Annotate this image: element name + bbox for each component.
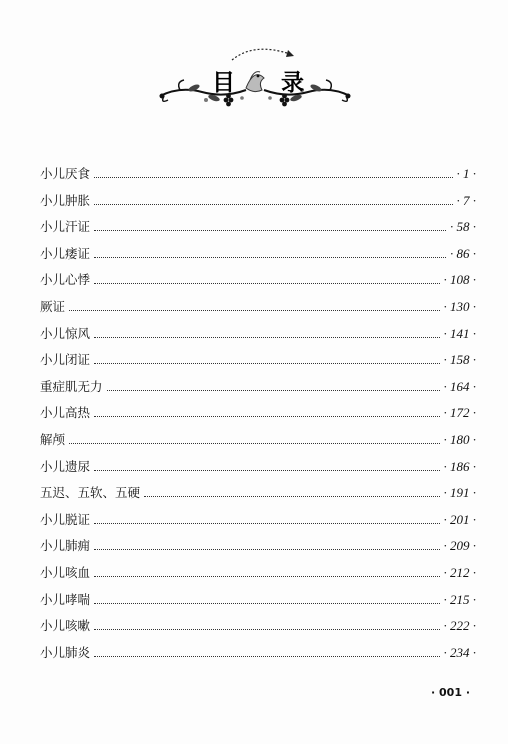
toc-entry-title: 小儿哮喘 [40,591,91,607]
toc-entry[interactable] [40,270,476,297]
toc-entry[interactable] [40,191,476,218]
leader-dots [94,523,439,524]
toc-entry[interactable] [40,217,476,244]
leader-dots [94,416,439,417]
leader-dots [94,656,439,657]
toc-entry-page: · 234 · [443,644,476,660]
toc-entry-title: 小儿咳血 [40,564,91,580]
toc-header [150,40,360,120]
leader-dots [94,337,439,338]
toc-entry-title: 小儿惊风 [40,325,91,341]
toc-entry[interactable] [40,536,476,563]
toc-entry-title: 小儿脱证 [40,511,91,527]
toc-entry-page: · 141 · [443,325,476,341]
toc-entry[interactable] [40,590,476,617]
toc-entry[interactable] [40,403,476,430]
toc-entry[interactable] [40,324,476,351]
toc-entry-title: 小儿高热 [40,405,91,421]
leader-dots [69,310,439,311]
toc-entry-title: 解颅 [40,431,66,447]
toc-entry[interactable] [40,510,476,537]
toc-entry-title: 小儿肺痈 [40,538,91,554]
leader-dots [69,443,439,444]
leader-dots [94,177,452,178]
leader-dots [107,390,440,391]
leader-dots [94,576,439,577]
leader-dots [94,257,446,258]
toc-entry-page: · 158 · [443,352,476,368]
toc-entry[interactable] [40,563,476,590]
leader-dots [94,549,439,550]
toc-entry-title: 小儿咳嗽 [40,618,91,634]
toc-entry-page: · 172 · [443,405,476,421]
leader-dots [94,470,439,471]
leader-dots [94,230,446,231]
toc-entry-page: · 7 · [456,192,476,208]
leader-dots [94,629,439,630]
toc-entry-title: 小儿闭证 [40,352,91,368]
leader-dots [94,204,452,205]
toc-entry[interactable] [40,377,476,404]
toc-entry-page: · 201 · [443,511,476,527]
toc-entry[interactable] [40,483,476,510]
toc-entry-page: · 108 · [443,272,476,288]
toc-entry-page: · 130 · [443,298,476,314]
toc-entry-page: · 212 · [443,564,476,580]
toc-entry-title: 小儿心悸 [40,272,91,288]
title-char-right: 录 [281,70,304,96]
toc-entry-title: 小儿肿胀 [40,192,91,208]
toc-entry[interactable] [40,164,476,191]
leader-dots [144,496,439,497]
toc-entry-page: · 1 · [456,166,476,181]
title-char-left: 目 [212,70,235,96]
toc-entry-title: 五迟、五软、五硬 [40,485,141,501]
toc-entry-page: · 209 · [443,538,476,554]
toc-entry[interactable] [40,297,476,324]
toc-entry[interactable] [40,430,476,457]
toc-entry[interactable] [40,244,476,271]
toc-entry-page: · 215 · [443,591,476,607]
page-number: · 001 · [431,686,470,699]
toc-entry[interactable] [40,350,476,377]
toc-entry-title: 小儿厌食 [40,166,91,181]
toc-entry-title: 小儿遗尿 [40,458,91,474]
leader-dots [94,363,439,364]
toc-entry-page: · 186 · [443,458,476,474]
leader-dots [94,283,439,284]
toc-entry-title: 小儿汗证 [40,219,91,235]
toc-entry-title: 厥证 [40,298,66,314]
page-title [212,64,304,97]
toc-entry[interactable] [40,616,476,643]
toc-entry[interactable] [40,457,476,484]
toc-entry-title: 小儿肺炎 [40,644,91,660]
toc-entry-page: · 222 · [443,618,476,634]
toc-entry-page: · 86 · [450,245,476,261]
toc-entry-page: · 180 · [443,431,476,447]
toc-entry-page: · 164 · [443,378,476,394]
leader-dots [94,603,439,604]
toc-entry-page: · 58 · [450,219,476,235]
toc-entry[interactable] [40,643,476,670]
toc-entry-page: · 191 · [443,485,476,501]
toc-entry-title: 小儿痿证 [40,245,91,261]
toc-entry-title: 重症肌无力 [40,378,103,394]
table-of-contents [40,164,476,669]
